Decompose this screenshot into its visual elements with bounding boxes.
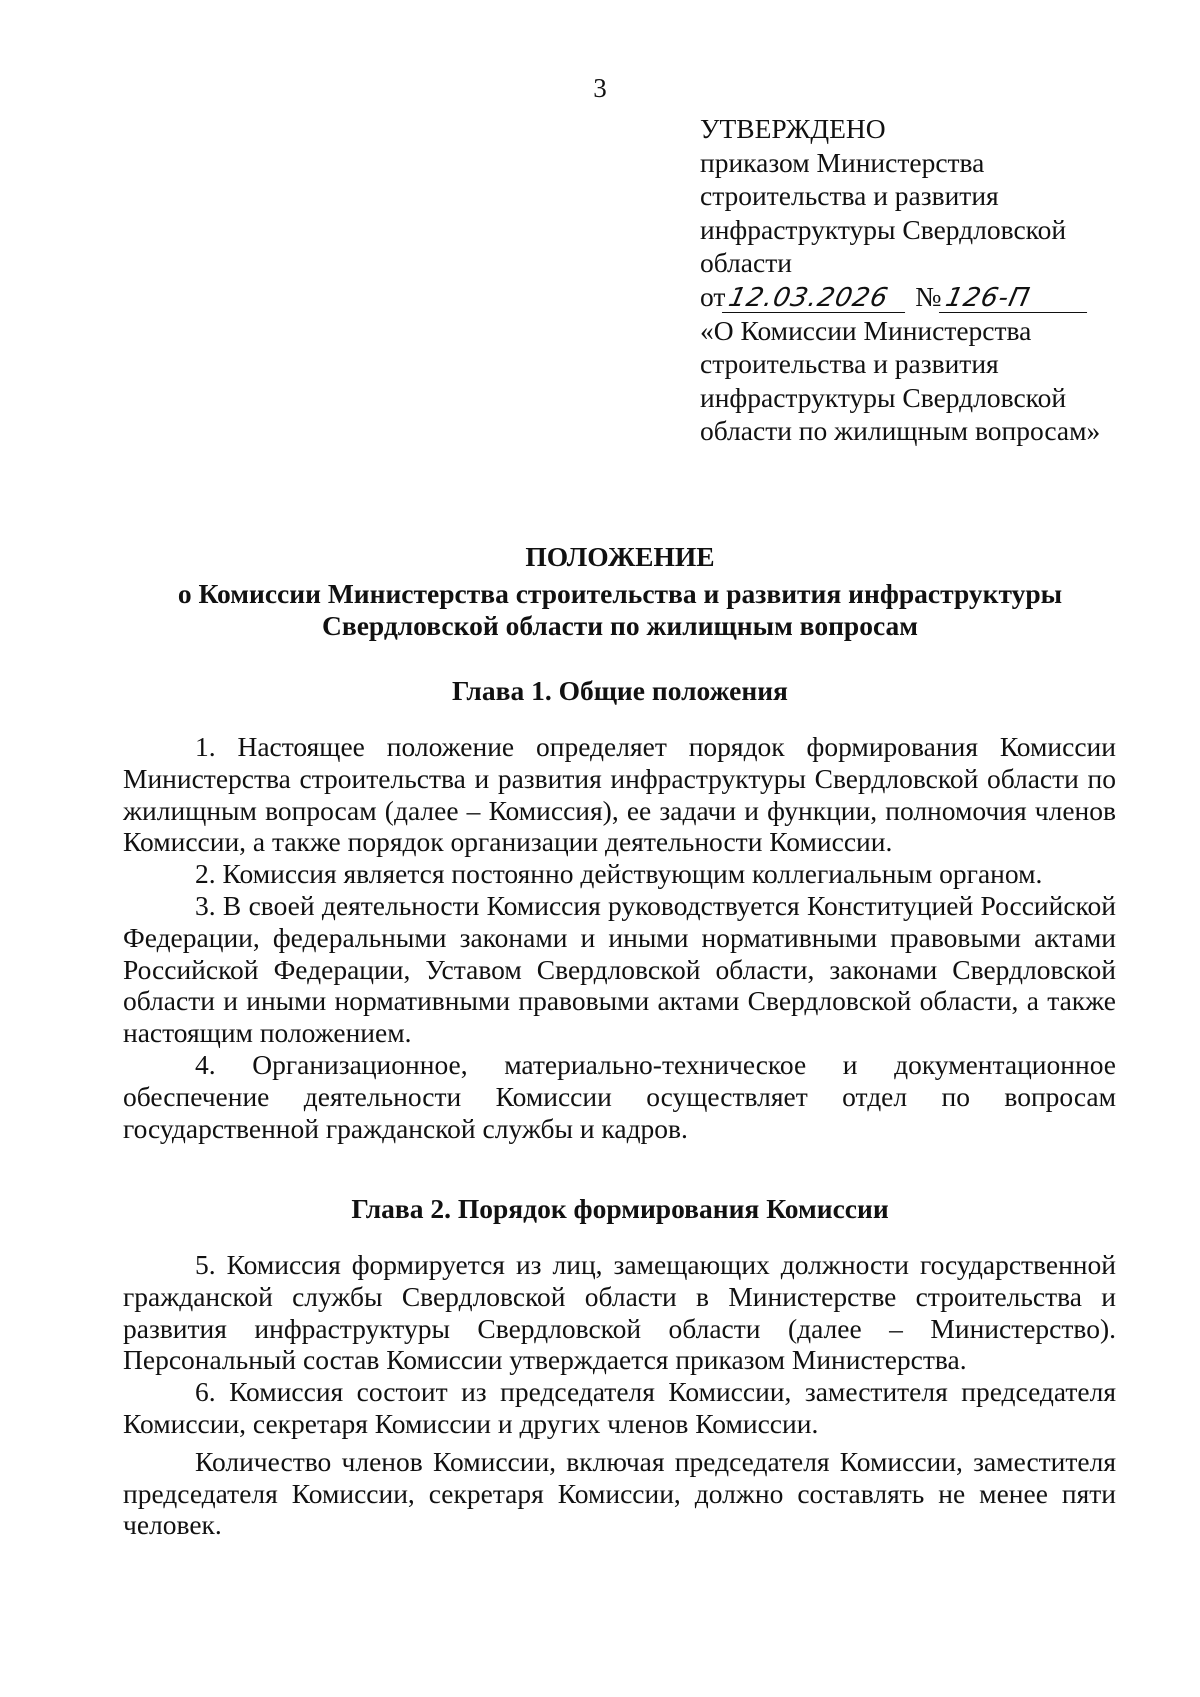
date-prefix: от (700, 280, 726, 312)
document-title: ПОЛОЖЕНИЕ (525, 541, 715, 572)
approval-stamp (700, 112, 1170, 448)
handwritten-number: 126-П (938, 284, 1092, 313)
approval-line: инфраструктуры Свердловской (700, 213, 1067, 245)
number-prefix: № (915, 280, 942, 312)
document-subtitle: о Комиссии Министерства строительства и развития инфраструктуры (177, 578, 1063, 609)
paragraph: 5. Комиссия формируется из лиц, замещающих должности государственной гражданской службы Свердловской области в Министерстве строительства и развития инфраструктуры Свердловской области (далее – Министерство). Персональный состав Комиссии утверждается приказом Министерства. (123, 1249, 1116, 1376)
paragraph: 6. Комиссия состоит из председателя Комиссии, заместителя председателя Комиссии, секретаря Комиссии и других членов Комиссии. (123, 1376, 1116, 1439)
approval-line: области (700, 247, 792, 279)
subject-line: области по жилищным вопросам» (700, 415, 1101, 447)
chapter-heading: Глава 2. Порядок формирования Комиссии (351, 1193, 889, 1224)
approval-line: УТВЕРЖДЕНО (700, 113, 886, 144)
subject-line: инфраструктуры Свердловской (700, 381, 1067, 413)
paragraph: Количество членов Комиссии, включая председателя Комиссии, заместителя председателя Комиссии, секретаря Комиссии, должно составлять не менее пяти человек. (123, 1445, 1116, 1541)
chapter-heading: Глава 1. Общие положения (452, 675, 788, 706)
paragraph: 2. Комиссия является постоянно действующим коллегиальным органом. (195, 858, 1043, 890)
subject-line: строительства и развития (700, 348, 999, 380)
subject-line: «О Комиссии Министерства (700, 314, 1032, 346)
chapter-body (123, 1249, 1116, 1541)
paragraph: 3. В своей деятельности Комиссия руководствуется Конституцией Российской Федерации, федеральными законами и иными нормативными правовыми актами Российской Федерации, Уставом Свердловской области, законами Свердловской области и иными нормативными правовыми актами Свердловской области, а также настоящим положением. (123, 889, 1116, 1049)
approval-line: приказом Министерства (700, 146, 985, 178)
paragraph: 1. Настоящее положение определяет порядок формирования Комиссии Министерства строительства и развития инфраструктуры Свердловской области по жилищным вопросам (далее – Комиссия), ее задачи и функции, полномочия членов Комиссии, а также порядок организации деятельности Комиссии. (123, 731, 1116, 858)
page-number: 3 (593, 73, 607, 103)
chapter-body (123, 731, 1116, 1144)
document-subtitle: Свердловской области по жилищным вопросам (321, 610, 919, 641)
order-date-number-line (700, 280, 1170, 314)
approval-line: строительства и развития (700, 180, 999, 212)
paragraph: 4. Организационное, материально-техническое и документационное обеспечение деятельности Комиссии осуществляет отдел по вопросам государственной гражданской службы и кадров. (123, 1048, 1116, 1144)
handwritten-date: 12.03.2026 (722, 284, 911, 313)
